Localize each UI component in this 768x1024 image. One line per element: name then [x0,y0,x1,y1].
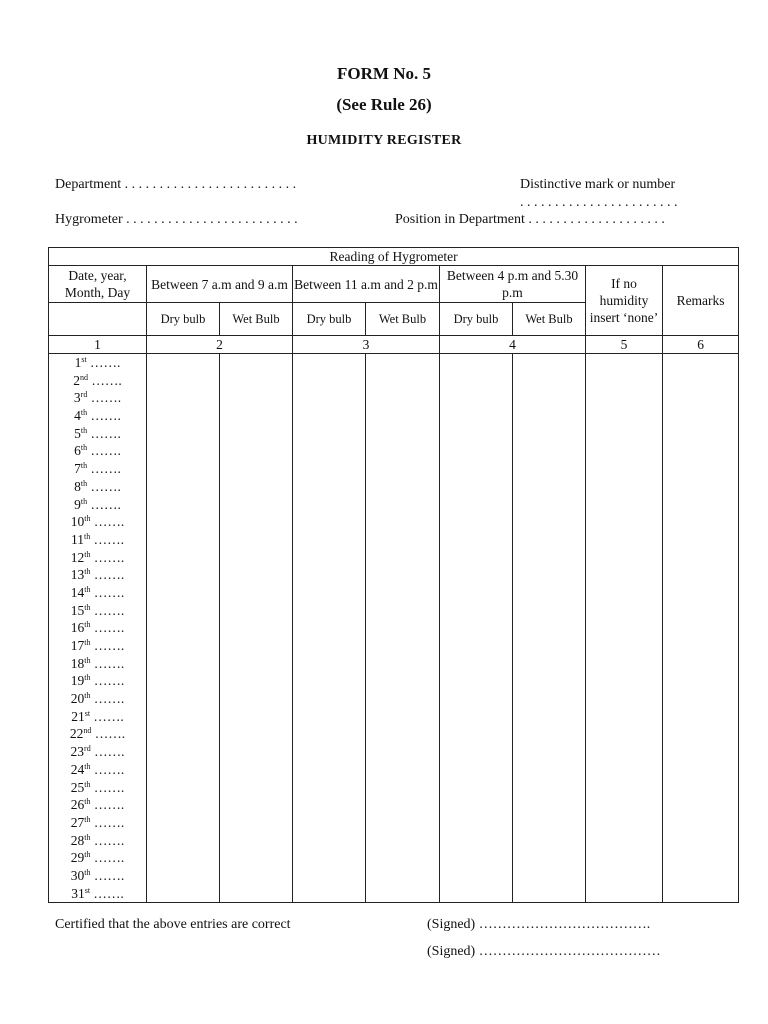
day-dots: ……. [90,673,125,689]
day-number: 18 [70,655,85,671]
day-dots: ……. [90,779,125,795]
day-number: 31 [71,885,85,901]
position-field: Position in Department . . . . . . . . . . . . . . . . . . . . [395,212,665,227]
day-label [49,885,146,903]
day-dots: ……. [90,531,124,547]
day-ordinal-suffix: nd [83,726,92,736]
certification-statement: Certified that the above entries are correct [55,917,291,932]
day-number: 13 [70,567,85,583]
column-number: 4 [440,336,586,354]
entry-cell[interactable] [513,354,586,903]
day-number: 3 [73,390,81,406]
day-number: 16 [70,620,85,636]
day-dots: ……. [87,461,121,477]
day-label [49,513,146,531]
day-number: 2 [73,372,80,388]
day-dots: ……. [88,372,122,388]
day-dots: ……. [90,691,125,707]
day-ordinal-suffix: th [84,567,91,577]
day-number: 9 [74,496,81,512]
day-ordinal-suffix: th [80,425,88,435]
if-no-humidity-header: If no humidity insert ‘none’ [586,266,663,336]
day-number: 12 [70,549,85,565]
day-dots: ……. [90,655,125,671]
day-number: 15 [70,602,85,618]
day-label [49,442,146,460]
reading-of-hygrometer-header: Reading of Hygrometer [49,248,739,266]
day-number: 21 [71,708,85,724]
day-label [49,566,146,584]
day-label [49,867,146,885]
column-number: 2 [147,336,293,354]
day-number: 29 [70,850,85,866]
day-ordinal-suffix: th [84,867,91,877]
day-ordinal-suffix: th [84,602,91,612]
day-label [49,584,146,602]
signature-line-2: (Signed) ………………………………… [427,944,661,959]
day-label [49,672,146,690]
day-ordinal-suffix: th [84,549,91,559]
day-number: 24 [70,761,85,777]
wet-bulb-header: Wet Bulb [220,303,293,336]
day-label [49,690,146,708]
dry-bulb-header: Dry bulb [293,303,366,336]
day-label [49,796,146,814]
day-dots: ……. [87,425,121,441]
entry-cell[interactable] [220,354,293,903]
day-label [49,407,146,425]
day-number: 10 [70,514,85,530]
day-dots: ……. [90,832,125,848]
signature-line-1: (Signed) ………………………………. [427,917,651,932]
day-number: 22 [69,726,84,742]
day-ordinal-suffix: th [84,638,91,647]
column-number: 1 [49,336,147,354]
entry-cell[interactable] [366,354,440,903]
day-dots: ……. [87,408,121,424]
day-dots: ……. [90,867,125,883]
slot-7am-9am-header: Between 7 a.m and 9 a.m [147,266,293,303]
day-dots: ……. [90,620,125,636]
day-label [49,779,146,797]
register-title: HUMIDITY REGISTER [306,133,462,148]
day-number: 11 [71,531,84,547]
slot-11am-2pm-header: Between 11 a.m and 2 p.m [293,266,440,303]
day-label [49,849,146,867]
day-ordinal-suffix: th [84,797,91,807]
day-ordinal-suffix: st [84,885,91,895]
day-label [49,602,146,620]
day-dots: ……. [90,584,125,600]
day-label [49,832,146,850]
dry-bulb-header: Dry bulb [440,303,513,336]
distinctive-mark-label: Distinctive mark or number [520,177,676,192]
day-number: 17 [70,638,85,653]
day-label [49,425,146,443]
day-number: 20 [70,691,85,707]
day-ordinal-suffix: th [84,814,91,824]
day-number: 30 [70,867,85,883]
day-dots: ……. [90,850,125,866]
remarks-header: Remarks [663,266,739,336]
slot-4pm-530pm-header: Between 4 p.m and 5.30 p.m [440,266,586,303]
day-ordinal-suffix: th [80,478,88,488]
day-label [49,619,146,637]
day-label [49,549,146,567]
date-column-header: Date, year, Month, Day [49,266,147,303]
day-ordinal-suffix: th [84,761,91,771]
day-ordinal-suffix: th [84,620,91,630]
day-number: 27 [70,814,85,830]
date-subheader-empty [49,303,147,336]
day-ordinal-suffix: th [84,531,91,541]
day-label [49,708,146,726]
day-label [49,743,146,761]
day-number: 4 [74,408,81,424]
day-number: 19 [70,673,85,689]
hygrometer-field: Hygrometer . . . . . . . . . . . . . . . . . . . . . . . . . [55,212,298,227]
entry-cell[interactable] [440,354,513,903]
day-ordinal-suffix: th [84,832,91,842]
day-dots: ……. [90,602,125,618]
day-number: 5 [74,425,81,441]
day-label [49,354,146,372]
entry-cell[interactable] [147,354,220,903]
day-dots: ……. [90,744,125,760]
form-number: FORM No. 5 [337,64,431,83]
humidity-register-table [48,247,739,903]
day-dots: ……. [90,567,125,583]
day-ordinal-suffix: rd [80,390,88,400]
day-number: 28 [70,832,85,848]
distinctive-mark-field: . . . . . . . . . . . . . . . . . . . . . . . [520,195,678,210]
day-ordinal-suffix: th [84,691,91,701]
rule-reference: (See Rule 26) [336,95,432,114]
dry-bulb-header: Dry bulb [147,303,220,336]
day-dots: ……. [90,708,124,724]
day-ordinal-suffix: th [84,655,91,665]
column-number: 6 [663,336,739,354]
day-ordinal-suffix: th [80,461,88,471]
column-number: 3 [293,336,440,354]
entry-cell[interactable] [663,354,739,903]
day-label [49,655,146,673]
day-ordinal-suffix: rd [84,744,91,754]
wet-bulb-header: Wet Bulb [513,303,586,336]
column-number: 5 [586,336,663,354]
day-dots: ……. [90,761,125,777]
day-label [49,496,146,514]
day-ordinal-suffix: st [84,708,91,718]
day-ordinal-suffix: th [84,779,91,789]
day-number: 8 [74,478,81,494]
day-ordinal-suffix: th [84,850,91,860]
day-dots: ……. [87,496,121,512]
day-dots: ……. [90,814,125,830]
day-label [49,814,146,832]
day-label [49,637,146,655]
day-ordinal-suffix: th [84,673,91,683]
day-ordinal-suffix: th [80,443,88,453]
day-label [49,372,146,390]
entry-cell[interactable] [586,354,663,903]
day-number: 1 [74,355,82,370]
day-dots: ……. [90,514,125,530]
day-dots: ……. [87,478,121,494]
day-ordinal-suffix: th [84,584,91,594]
day-label [49,531,146,549]
day-dots: ……. [87,390,122,406]
day-dots: ……. [87,443,121,459]
day-label [49,389,146,407]
day-ordinal-suffix: th [80,408,88,418]
day-label [49,478,146,496]
day-number: 14 [70,584,85,600]
day-number: 7 [74,461,81,477]
department-field: Department . . . . . . . . . . . . . . . . . . . . . . . . . [55,177,297,192]
entry-cell[interactable] [293,354,366,903]
day-dots: ……. [90,797,125,813]
day-dots: ……. [86,355,121,370]
wet-bulb-header: Wet Bulb [366,303,440,336]
day-number: 23 [70,744,85,760]
day-ordinal-suffix: th [84,514,91,524]
day-dots: ……. [90,885,124,901]
day-number: 25 [70,779,85,795]
day-list [49,354,147,903]
day-label [49,761,146,779]
day-label [49,460,146,478]
day-dots: ……. [91,726,126,742]
day-ordinal-suffix: th [80,496,88,506]
day-number: 6 [74,443,81,459]
day-number: 26 [70,797,85,813]
day-ordinal-suffix: st [81,355,87,364]
day-dots: ……. [90,638,125,653]
day-label [49,725,146,743]
day-ordinal-suffix: nd [80,372,88,382]
day-dots: ……. [90,549,125,565]
